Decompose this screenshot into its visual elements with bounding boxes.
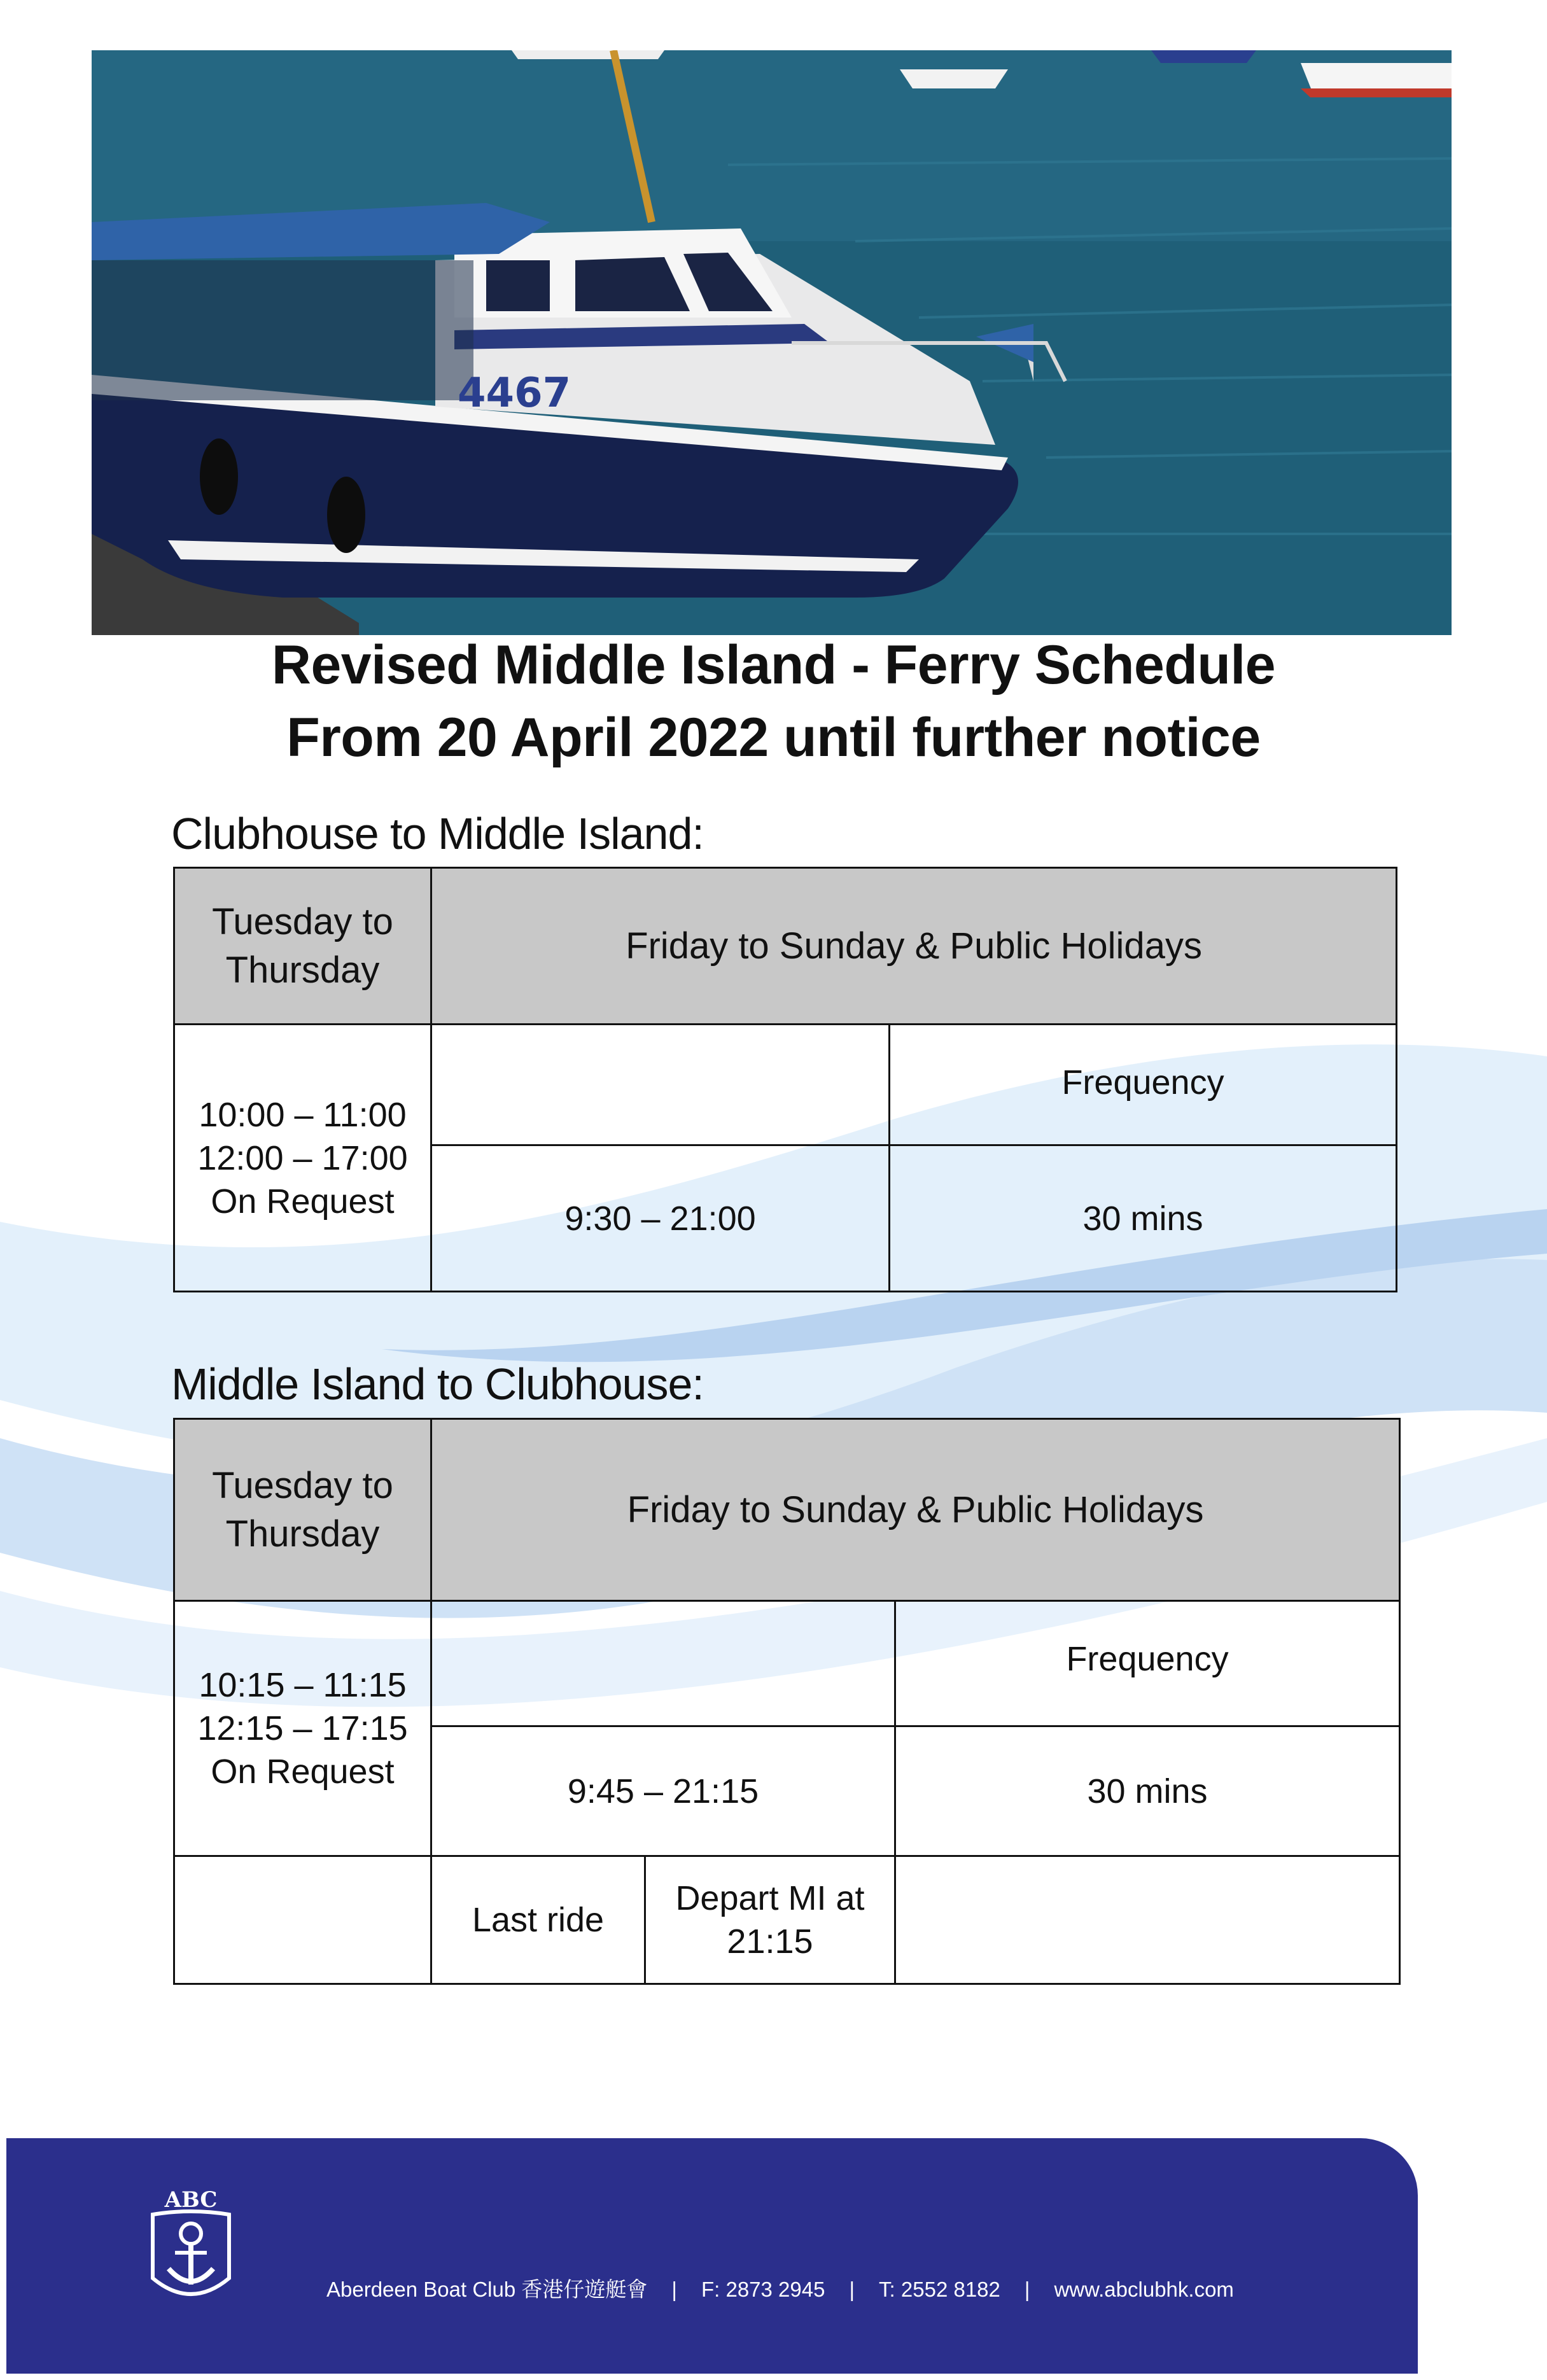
footer-tel: T: 2552 8182 <box>879 2278 1000 2301</box>
outbound-empty-cell <box>431 1025 890 1145</box>
inbound-section-label: Middle Island to Clubhouse: <box>171 1359 704 1409</box>
inbound-weekday-time-1: 10:15 – 11:15 <box>199 1666 407 1704</box>
footer-club-name: Aberdeen Boat Club 香港仔遊艇會 <box>326 2278 648 2301</box>
outbound-frequency-label: Frequency <box>890 1025 1397 1145</box>
footer-website-link[interactable]: www.abclubhk.com <box>1054 2278 1234 2301</box>
outbound-schedule-table <box>173 867 1397 1292</box>
inbound-weekend-times: 9:45 – 21:15 <box>431 1726 895 1856</box>
inbound-header-weekday: Tuesday to Thursday <box>174 1419 431 1601</box>
outbound-frequency-value: 30 mins <box>890 1145 1397 1292</box>
inbound-frequency-label: Frequency <box>895 1601 1400 1726</box>
outbound-header-weekend: Friday to Sunday & Public Holidays <box>431 868 1397 1025</box>
inbound-frequency-value: 30 mins <box>895 1726 1400 1856</box>
footer-contact-line <box>326 2273 1234 2303</box>
outbound-weekday-times <box>174 1025 431 1292</box>
footer-separator: | <box>1024 2278 1030 2301</box>
ferry-boat-photo <box>92 50 1452 635</box>
inbound-weekday-times <box>174 1601 431 1856</box>
title-line-1: Revised Middle Island - Ferry Schedule <box>271 634 1276 696</box>
outbound-header-weekday: Tuesday to Thursday <box>174 868 431 1025</box>
inbound-weekday-time-3: On Request <box>211 1753 395 1791</box>
hull-number: 4467 <box>458 370 571 417</box>
inbound-last-ride-empty <box>174 1856 431 1984</box>
logo-text: ABC <box>164 2187 218 2213</box>
title-line-2: From 20 April 2022 until further notice <box>286 707 1261 768</box>
outbound-weekday-time-3: On Request <box>211 1182 395 1221</box>
inbound-empty-cell <box>431 1601 895 1726</box>
footer-separator: | <box>671 2278 677 2301</box>
outbound-section-label: Clubhouse to Middle Island: <box>171 809 704 858</box>
outbound-weekday-time-1: 10:00 – 11:00 <box>199 1095 407 1134</box>
inbound-header-weekend: Friday to Sunday & Public Holidays <box>431 1419 1400 1601</box>
inbound-weekday-time-2: 12:15 – 17:15 <box>197 1709 408 1747</box>
outbound-weekday-time-2: 12:00 – 17:00 <box>197 1138 408 1177</box>
abc-club-logo <box>134 2183 248 2310</box>
inbound-last-ride-blank <box>895 1856 1400 1984</box>
outbound-weekend-times: 9:30 – 21:00 <box>431 1145 890 1292</box>
inbound-last-ride-label: Last ride <box>431 1856 645 1984</box>
inbound-last-ride-value: Depart MI at 21:15 <box>645 1856 895 1984</box>
footer-separator: | <box>849 2278 855 2301</box>
inbound-schedule-table <box>173 1418 1401 1985</box>
footer-fax: F: 2873 2945 <box>701 2278 825 2301</box>
footer-bar <box>6 2138 1418 2374</box>
